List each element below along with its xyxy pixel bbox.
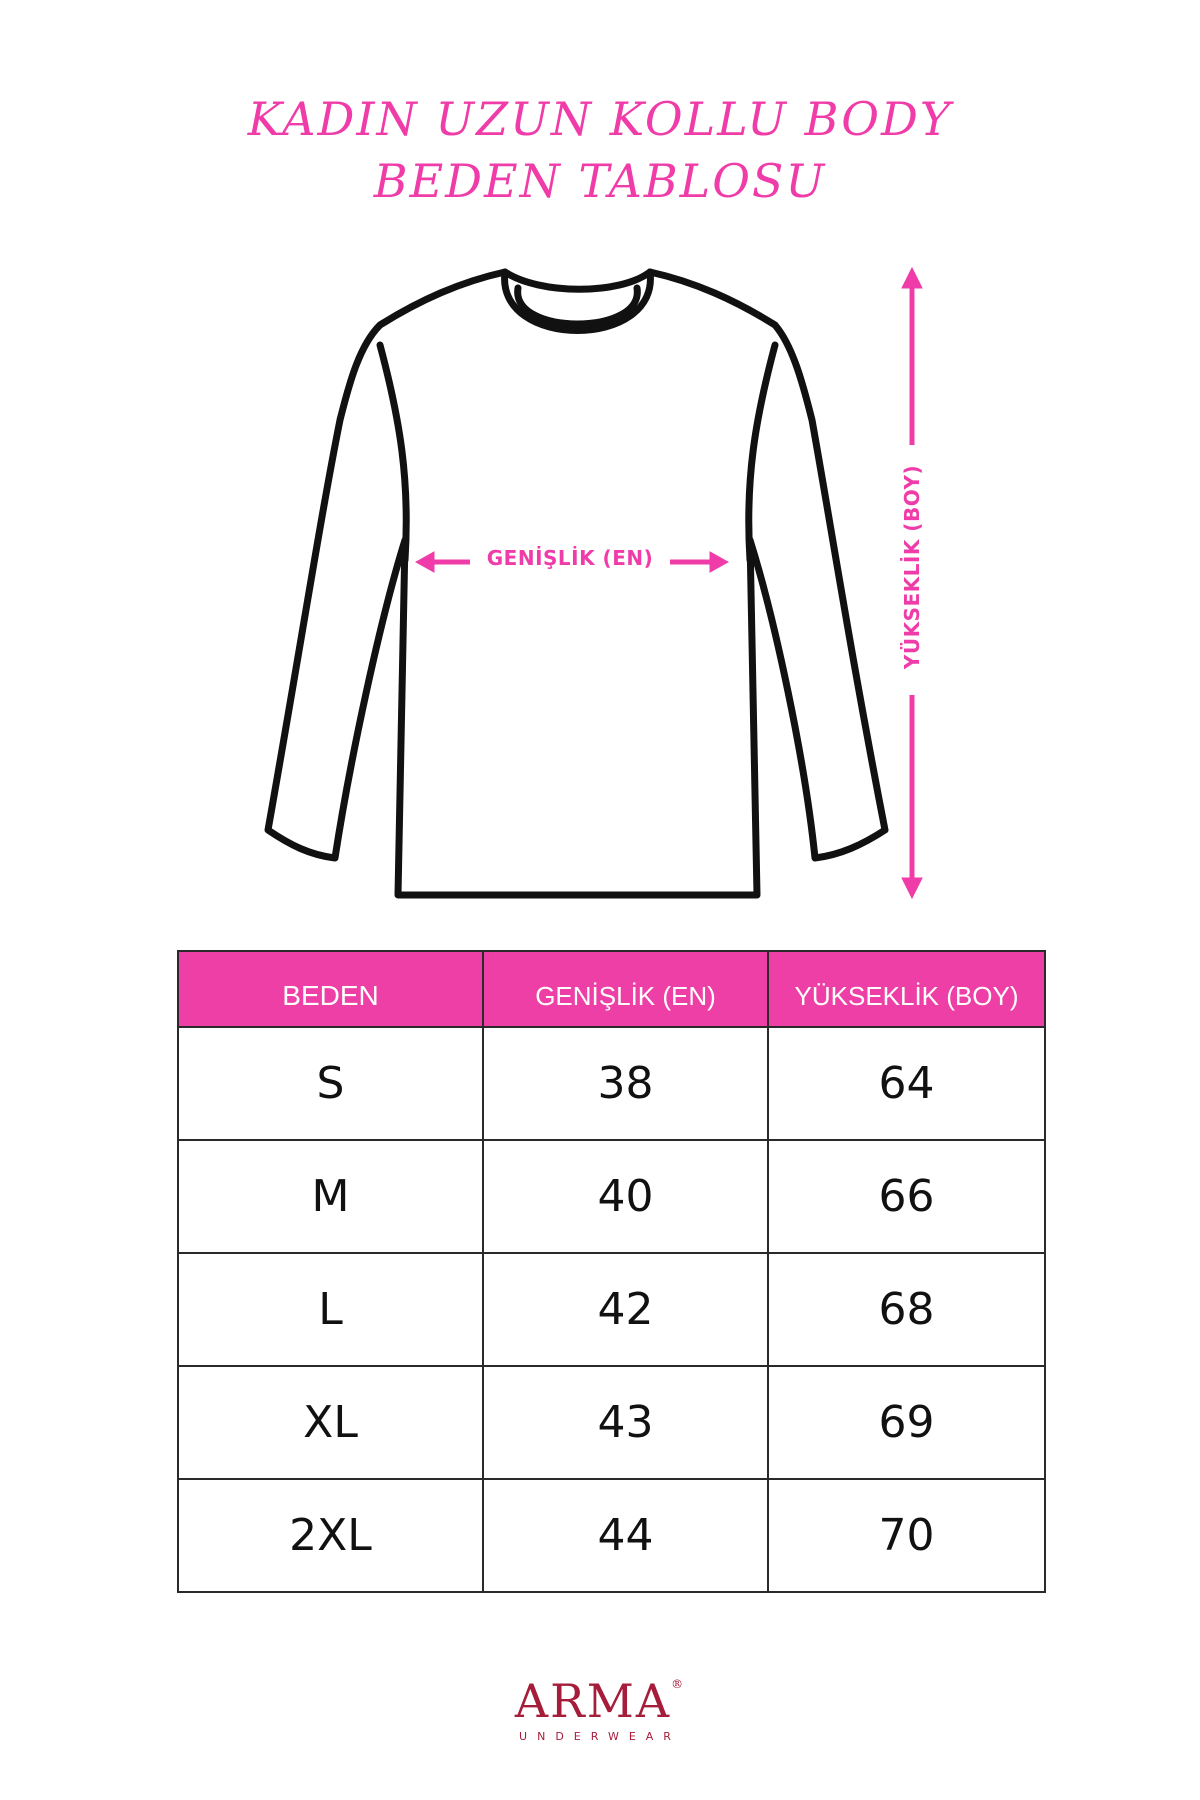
- table-row: [178, 1027, 1045, 1140]
- cell-height: 69: [768, 1366, 1045, 1479]
- page-title-line1: KADIN UZUN KOLLU BODY: [247, 92, 953, 146]
- cell-size: M: [178, 1140, 483, 1253]
- cell-height: 64: [768, 1027, 1045, 1140]
- cell-width: 42: [483, 1253, 768, 1366]
- right-armhole-seam: [749, 345, 775, 560]
- cell-size: L: [178, 1253, 483, 1366]
- table-row: [178, 1140, 1045, 1253]
- shirt-outline: [268, 272, 885, 895]
- header-genislik: GENİŞLİK (EN): [483, 951, 768, 1027]
- brand-name: ARMA: [514, 1674, 672, 1728]
- cell-width: 38: [483, 1027, 768, 1140]
- brand-logo: [0, 1674, 1200, 1728]
- table-row: [178, 1366, 1045, 1479]
- header-beden: BEDEN: [178, 951, 483, 1027]
- cell-width: 43: [483, 1366, 768, 1479]
- collar-inner: [518, 288, 638, 324]
- cell-size: XL: [178, 1366, 483, 1479]
- table-header-row: [178, 951, 1045, 1027]
- table-row: [178, 1253, 1045, 1366]
- header-yukseklik: YÜKSEKLİK (BOY): [768, 951, 1045, 1027]
- cell-height: 68: [768, 1253, 1045, 1366]
- cell-size: 2XL: [178, 1479, 483, 1592]
- cell-width: 40: [483, 1140, 768, 1253]
- height-label: YÜKSEKLİK (BOY): [900, 464, 924, 670]
- width-label: GENİŞLİK (EN): [470, 546, 670, 570]
- cell-size: S: [178, 1027, 483, 1140]
- registered-mark: ®: [671, 1677, 686, 1691]
- cell-width: 44: [483, 1479, 768, 1592]
- page-title-line2: BEDEN TABLOSU: [373, 154, 827, 208]
- size-table: [177, 950, 1046, 1593]
- cell-height: 70: [768, 1479, 1045, 1592]
- table-row: [178, 1479, 1045, 1592]
- brand-tagline: UNDERWEAR: [519, 1730, 681, 1743]
- left-armhole-seam: [380, 345, 406, 560]
- cell-height: 66: [768, 1140, 1045, 1253]
